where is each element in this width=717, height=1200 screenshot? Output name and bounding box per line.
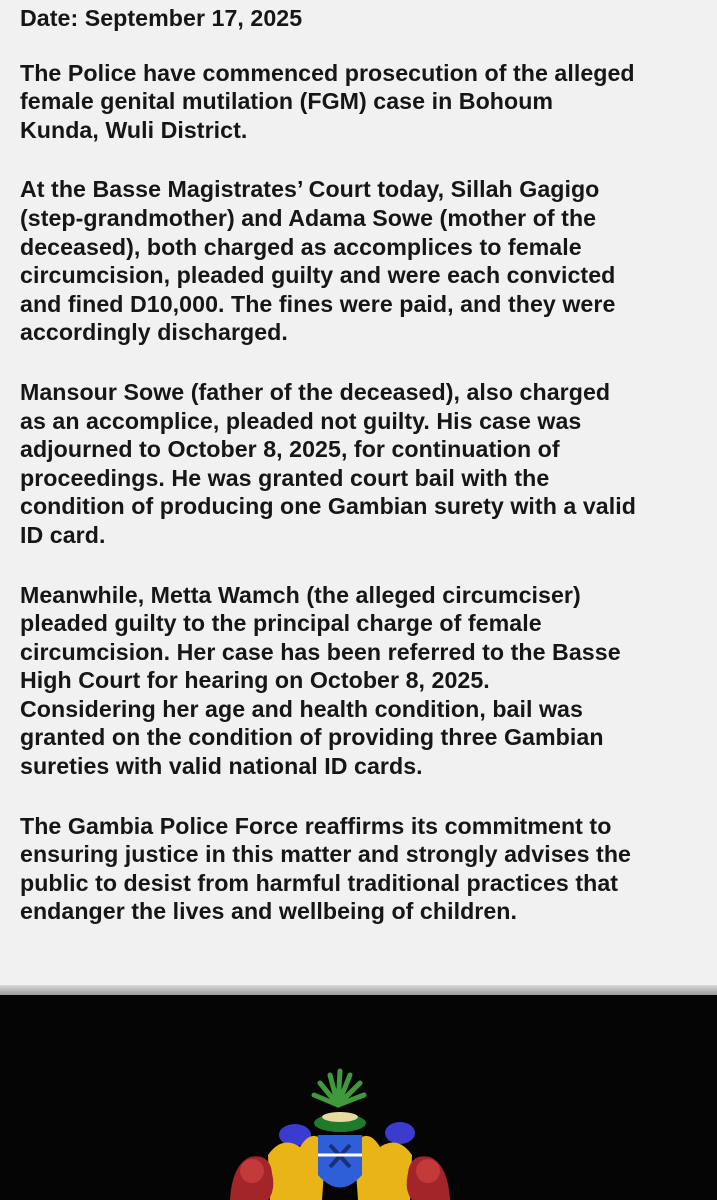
coat-of-arms-icon [0,995,717,1200]
attached-image[interactable] [0,995,717,1200]
paragraph-circumciser-case: Meanwhile, Metta Wamch (the alleged circumciser) pleaded guilty to the principal charge of female circumcision. Her case has been referred to the Basse High Court for hearing on October 8, 2025. Considering her age and health condition, bail was granted on the condition of providing three Gambian sureties with valid national ID cards. [20,581,621,780]
paragraph-prosecution: The Police have commenced prosecution of the alleged female genital mutilation (FGM) case in Bohoum Kunda, Wuli District. [20,59,635,143]
paragraph-magistrates-court: At the Basse Magistrates’ Court today, Sillah Gagigo (step-grandmother) and Adama Sowe (mother of the deceased), both charged as accomplices to female circumcision, pleaded guilty and were each convicted and fined D10,000. The fines were paid, and they were accordingly discharged. [20,176,616,346]
paragraph-father-case: Mansour Sowe (father of the deceased), also charged as an accomplice, pleaded not guilty. His case was adjourned to October 8, 2025, for continuation of proceedings. He was granted court bail with the condition of producing one Gambian surety with a valid ID card. [20,378,636,548]
image-divider [0,985,717,995]
date-line: Date: September 17, 2025 [20,5,303,31]
paragraph-police-statement: The Gambia Police Force reaffirms its commitment to ensuring justice in this matter and strongly advises the public to desist from harmful traditional practices that endanger the lives and wellbeing of children. [20,812,631,925]
